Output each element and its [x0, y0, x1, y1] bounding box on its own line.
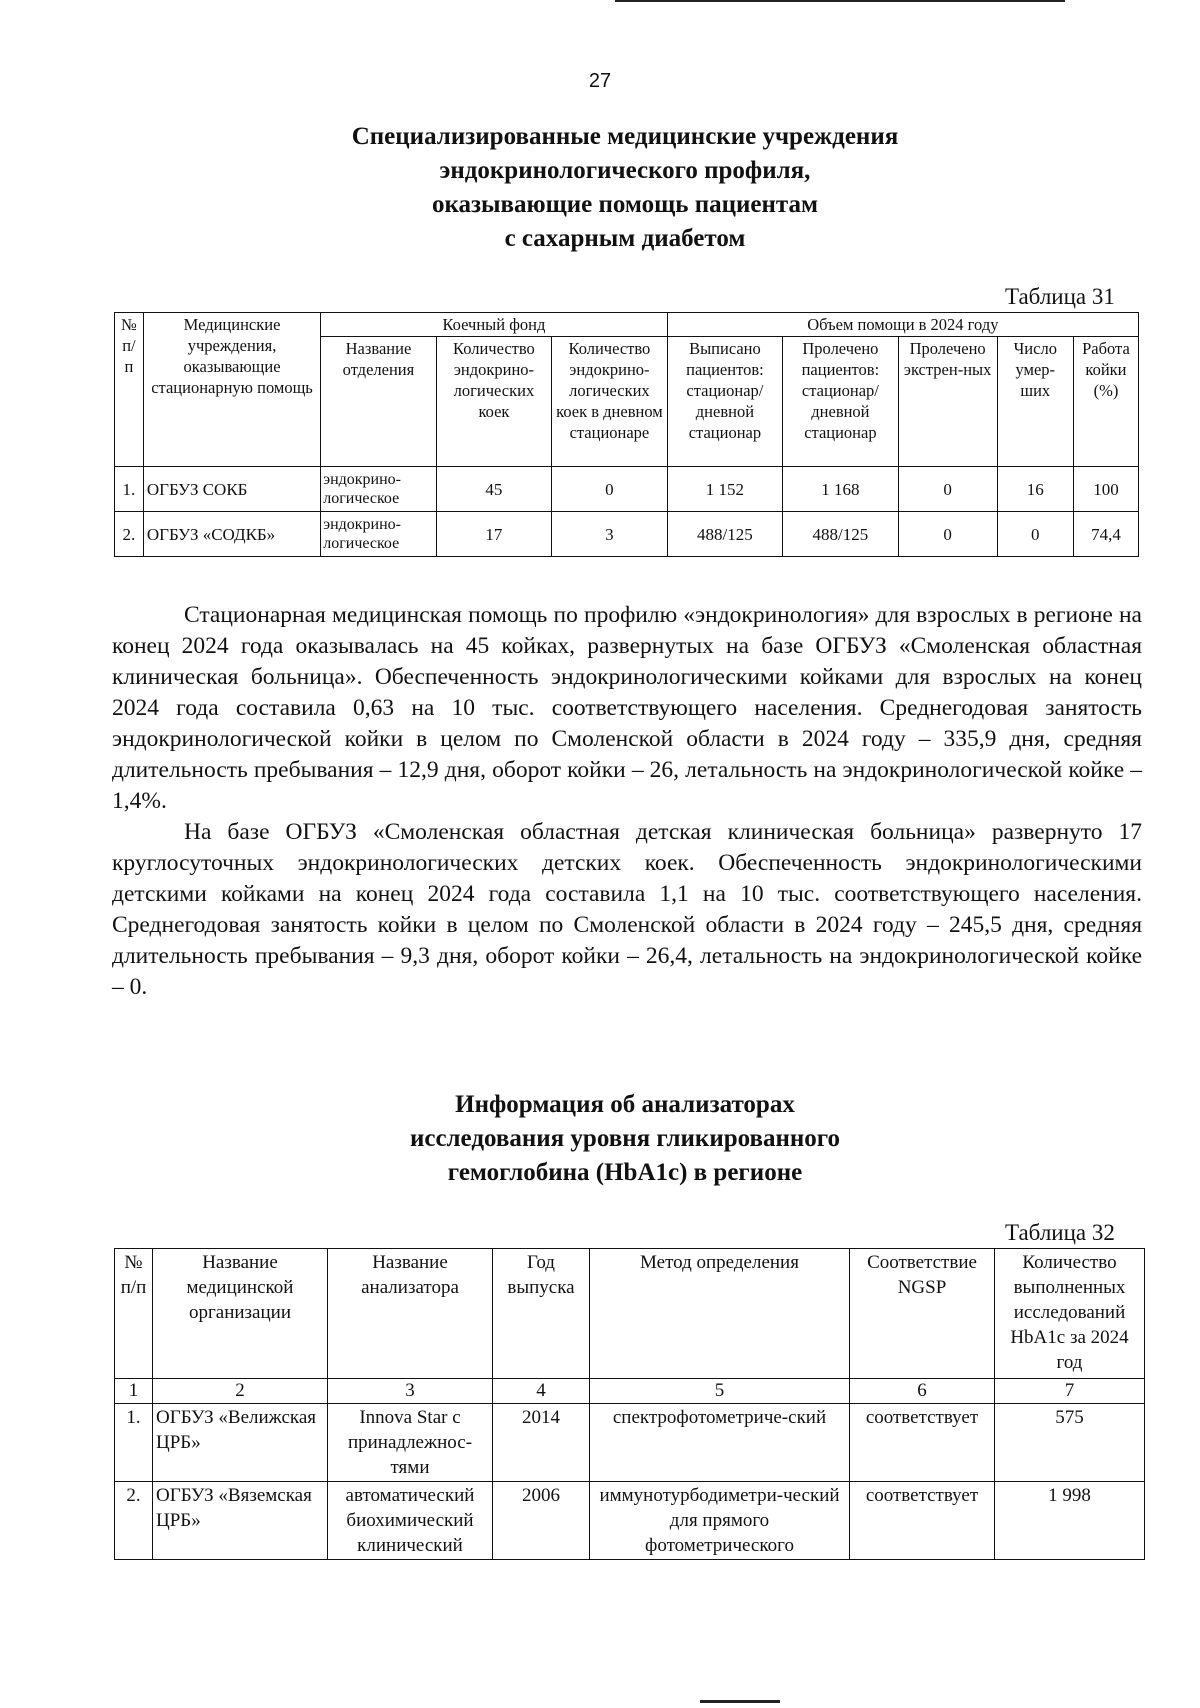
table-row — [115, 1404, 1145, 1482]
table-row — [115, 467, 1139, 512]
header-method: Метод определения — [590, 1249, 850, 1379]
header-institution: Медицинские учреждения, оказывающие стационарную помощь — [143, 313, 320, 467]
cell-endo-beds: 45 — [436, 467, 551, 512]
cell-emergency: 0 — [898, 512, 997, 557]
header-dept-name: Название отделения — [321, 337, 436, 467]
title-line: исследования уровня гликированного — [409, 1125, 841, 1152]
body-text — [112, 600, 1142, 1003]
title-line: Специализированные медицинские учреждения — [351, 123, 899, 150]
cell-treated: 488/125 — [783, 512, 898, 557]
cell-emergency: 0 — [898, 467, 997, 512]
column-number: 2 — [153, 1379, 328, 1404]
cell-institution: ОГБУЗ «СОДКБ» — [143, 512, 320, 557]
cell-deaths: 0 — [997, 512, 1073, 557]
cell-num: 2. — [115, 1482, 153, 1560]
cell-num: 2. — [115, 512, 144, 557]
cell-dept: эндокрино-логическое — [321, 467, 436, 512]
header-num: № п/п — [115, 1249, 153, 1379]
cell-treated: 1 168 — [783, 467, 898, 512]
header-bed-fund: Коечный фонд — [321, 313, 667, 337]
header-endo-beds: Количество эндокрино-логических коек — [436, 337, 551, 467]
cell-deaths: 16 — [997, 467, 1073, 512]
cell-org: ОГБУЗ «Вяземская ЦРБ» — [153, 1482, 328, 1560]
cell-bed-work: 74,4 — [1073, 512, 1138, 557]
header-analyzer: Название анализатора — [328, 1249, 493, 1379]
table-31 — [114, 312, 1139, 557]
paragraph-adult-beds: Стационарная медицинская помощь по профилю «эндокринология» для взрослых в регионе на конец 2024 года оказывалась на 45 койках, развернутых на базе ОГБУЗ «Смоленская областная клиническая больница». Обеспеченность эндокринологическими койками для взрослых на конец 2024 года составила 0,63 на 10 тыс. соответствующего населения. Среднегодовая занятость эндокринологической койки в целом по Смоленской области в 2024 году – 335,9 дня, средняя длительность пребывания – 12,9 дня, оборот койки – 26, летальность на эндокринологической койке – 1,4%. — [112, 602, 1142, 814]
title-line: Информация об анализаторах — [455, 1091, 795, 1118]
header-day-beds: Количество эндокрино-логических коек в дневном стационаре — [552, 337, 668, 467]
column-number: 6 — [850, 1379, 995, 1404]
title-line: эндокринологического профиля, — [439, 157, 811, 184]
cell-method: иммунотурбодиметри-ческий для прямого фотометрического — [590, 1482, 850, 1560]
cell-org: ОГБУЗ «Велижская ЦРБ» — [153, 1404, 328, 1482]
section-title-analyzers — [0, 1088, 1200, 1190]
title-line: с сахарным диабетом — [504, 225, 746, 252]
cell-ngsp: соответствует — [850, 1482, 995, 1560]
header-year: Год выпуска — [493, 1249, 590, 1379]
header-volume: Объем помощи в 2024 году — [667, 313, 1138, 337]
cell-count: 1 998 — [995, 1482, 1145, 1560]
cell-day-beds: 3 — [552, 512, 668, 557]
cell-dept: эндокрино-логическое — [321, 512, 436, 557]
column-numbers-row — [115, 1379, 1145, 1404]
header-bed-work: Работа койки (%) — [1073, 337, 1138, 467]
cell-discharged: 1 152 — [667, 467, 782, 512]
header-num: № п/п — [115, 313, 144, 467]
paragraph-child-beds: На базе ОГБУЗ «Смоленская областная детская клиническая больница» развернуто 17 круглосуточных эндокринологических детских коек. Обеспеченность эндокринологическими детскими койками на конец 2024 года составила 1,1 на 10 тыс. соответствующего населения. Среднегодовая занятость койки в целом по Смоленской области в 2024 году – 245,5 дня, средняя длительность пребывания – 9,3 дня, оборот койки – 26,4, летальность на эндокринологической койке – 0. — [112, 819, 1142, 1000]
column-number: 1 — [115, 1379, 153, 1404]
header-discharged: Выписано пациентов: стационар/ дневной стационар — [667, 337, 782, 467]
table-row — [115, 512, 1139, 557]
cell-method: спектрофотометриче-ский — [590, 1404, 850, 1482]
column-number: 3 — [328, 1379, 493, 1404]
cell-year: 2014 — [493, 1404, 590, 1482]
scan-line-bottom — [700, 1700, 780, 1703]
cell-analyzer: автоматический биохимический клинический — [328, 1482, 493, 1560]
column-number: 7 — [995, 1379, 1145, 1404]
cell-year: 2006 — [493, 1482, 590, 1560]
cell-analyzer: Innova Star с принадлежнос-тями — [328, 1404, 493, 1482]
cell-bed-work: 100 — [1073, 467, 1138, 512]
header-deaths: Число умер-ших — [997, 337, 1073, 467]
cell-discharged: 488/125 — [667, 512, 782, 557]
scan-line-top — [615, 0, 1065, 2]
section-title-specialized-institutions — [0, 120, 1200, 256]
table-31-caption: Таблица 31 — [1005, 284, 1115, 309]
table-32 — [114, 1248, 1145, 1560]
header-org: Название медицинской организации — [153, 1249, 328, 1379]
cell-num: 1. — [115, 1404, 153, 1482]
title-line: гемоглобина (HbA1c) в регионе — [447, 1159, 803, 1186]
table-32-caption: Таблица 32 — [1005, 1220, 1115, 1245]
cell-count: 575 — [995, 1404, 1145, 1482]
cell-day-beds: 0 — [552, 467, 668, 512]
cell-endo-beds: 17 — [436, 512, 551, 557]
header-emergency: Пролечено экстрен-ных — [898, 337, 997, 467]
header-ngsp: Соответствие NGSP — [850, 1249, 995, 1379]
column-number: 4 — [493, 1379, 590, 1404]
cell-ngsp: соответствует — [850, 1404, 995, 1482]
column-number: 5 — [590, 1379, 850, 1404]
cell-num: 1. — [115, 467, 144, 512]
table-row — [115, 1482, 1145, 1560]
page-number: 27 — [588, 70, 612, 92]
title-line: оказывающие помощь пациентам — [431, 191, 819, 218]
header-treated: Пролечено пациентов: стационар/ дневной стационар — [783, 337, 898, 467]
header-count: Количество выполненных исследований HbA1c за 2024 год — [995, 1249, 1145, 1379]
cell-institution: ОГБУЗ СОКБ — [143, 467, 320, 512]
